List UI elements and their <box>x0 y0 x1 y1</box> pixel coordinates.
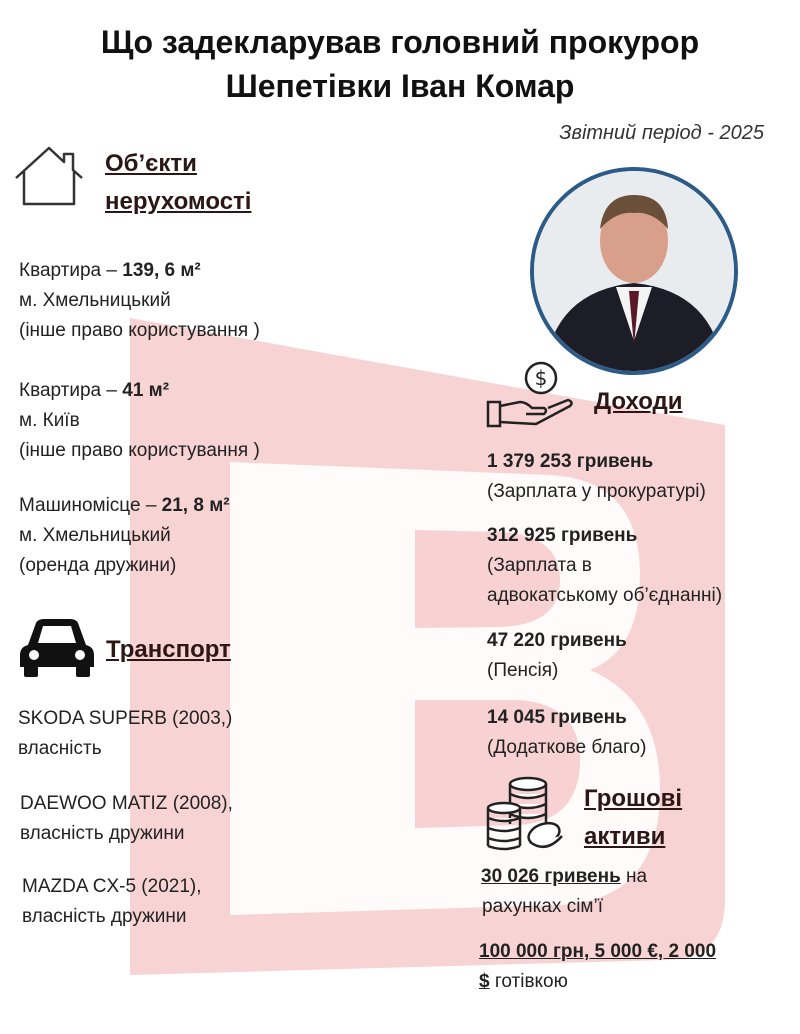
realty-right: (інше право користування ) <box>19 320 260 341</box>
income-desc: адвокатському об’єднанні) <box>487 585 723 606</box>
car-name: SKODA SUPERB (2003,) <box>18 708 233 729</box>
money-hand-icon <box>486 360 576 430</box>
cash-heading-line-2: активи <box>584 823 666 850</box>
portrait-photo <box>530 167 738 375</box>
realty-item <box>19 376 260 466</box>
accounts-suffix: на <box>620 866 648 887</box>
income-desc: (Пенсія) <box>487 660 559 681</box>
income-item <box>487 703 646 763</box>
realty-item <box>19 256 260 346</box>
car-name: MAZDA CX-5 (2021), <box>22 876 202 897</box>
cash-amounts: 100 000 грн, 5 000 €, 2 000 <box>479 941 717 962</box>
page-title <box>0 20 800 108</box>
income-amount: 312 925 гривень <box>487 525 638 546</box>
car-icon <box>18 615 96 679</box>
realty-city: м. Київ <box>19 410 80 431</box>
cash-suffix: готівкою <box>489 971 568 992</box>
car-owner: власність дружини <box>22 906 187 927</box>
realty-heading-line-1: Об’єкти <box>105 150 197 177</box>
realty-type: Машиномісце – <box>19 495 162 516</box>
house-icon <box>12 144 86 208</box>
title-line-1: Що задекларував головний прокурор <box>100 24 700 60</box>
transport-item <box>18 704 232 764</box>
income-heading: Доходи <box>594 388 683 415</box>
income-item <box>487 447 706 507</box>
cash-currency: $ <box>479 971 490 992</box>
realty-right: (інше право користування ) <box>19 440 260 461</box>
realty-right: (оренда дружини) <box>19 555 177 576</box>
income-desc: (Зарплата у прокуратурі) <box>487 481 706 502</box>
accounts-line-2: рахунках сім’ї <box>482 896 603 917</box>
cash-in-hand <box>479 937 716 997</box>
reporting-period: Звітний період - 2025 <box>559 122 764 144</box>
income-desc: (Зарплата в <box>487 555 592 576</box>
realty-heading-line-2: нерухомості <box>105 188 252 215</box>
income-item <box>487 626 627 686</box>
income-amount: 1 379 253 гривень <box>487 451 654 472</box>
realty-area: 41 м² <box>122 380 170 401</box>
realty-item <box>19 491 230 581</box>
accounts-amount: 30 026 гривень <box>481 866 621 887</box>
transport-item <box>22 872 202 932</box>
car-owner: власність дружини <box>20 823 185 844</box>
cash-heading <box>584 780 682 856</box>
coins-stack-icon <box>484 772 566 854</box>
realty-type: Квартира – <box>19 380 123 401</box>
svg-text:$: $ <box>534 366 548 390</box>
realty-city: м. Хмельницький <box>19 290 171 311</box>
transport-heading: Транспорт <box>106 636 231 663</box>
car-owner: власність <box>18 738 102 759</box>
title-line-2: Шепетівки Іван Комар <box>225 68 575 104</box>
cash-heading-line-1: Грошові <box>584 785 683 812</box>
transport-item <box>20 789 233 849</box>
realty-area: 21, 8 м² <box>161 495 230 516</box>
cash-accounts <box>481 862 647 922</box>
income-amount: 14 045 гривень <box>487 707 627 728</box>
realty-heading <box>105 145 251 221</box>
realty-area: 139, 6 м² <box>122 260 201 281</box>
income-amount: 47 220 гривень <box>487 630 627 651</box>
car-name: DAEWOO MATIZ (2008), <box>20 793 233 814</box>
realty-city: м. Хмельницький <box>19 525 171 546</box>
income-desc: (Додаткове благо) <box>487 737 647 758</box>
income-item <box>487 521 722 611</box>
realty-type: Квартира – <box>19 260 123 281</box>
